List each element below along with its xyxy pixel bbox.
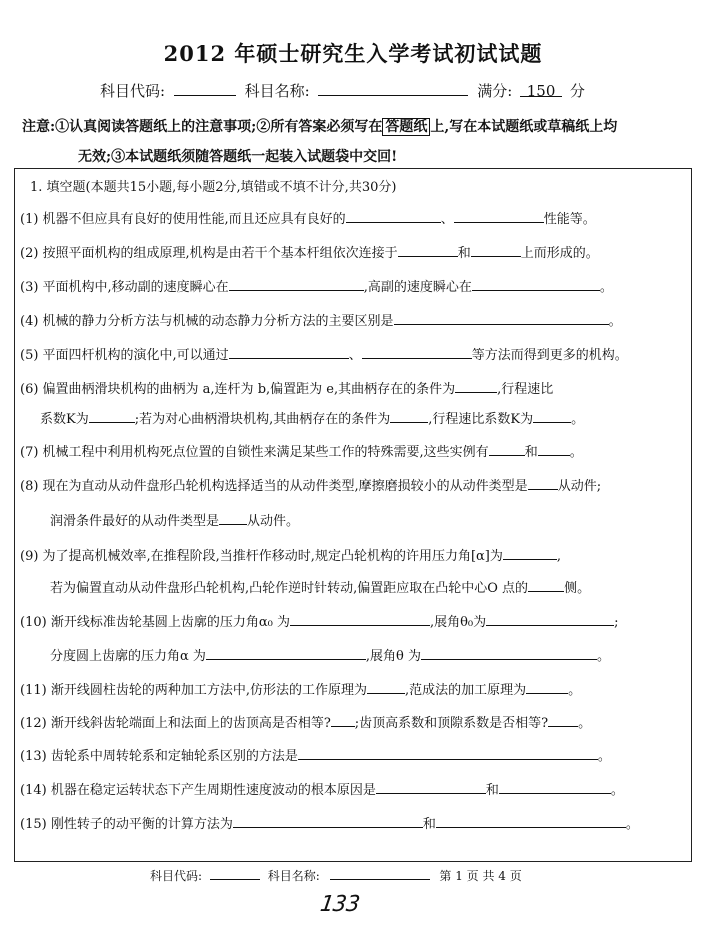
handwritten-page-number: 133 — [318, 892, 362, 917]
q5-text: (5) 平面四杆机构的演化中,可以通过 — [20, 348, 229, 363]
question-10-line-2 — [50, 647, 610, 666]
question-9-line-1 — [20, 547, 561, 566]
q3-mid: ,高副的速度瞬心在 — [363, 280, 472, 295]
question-2 — [20, 244, 599, 263]
q3-end: 。 — [599, 280, 613, 295]
question-6-line-2 — [40, 410, 584, 429]
q7-sep: 和 — [524, 445, 538, 460]
question-5 — [20, 346, 628, 365]
question-13 — [20, 747, 611, 766]
question-3 — [20, 278, 613, 297]
q9-text: (9) 为了提高机械效率,在推程阶段,当推杆作移动时,规定凸轮机构的许用压力角[α]为 — [20, 549, 503, 564]
q6-second: ;若为对心曲柄滑块机构,其曲柄存在的条件为 — [134, 412, 391, 427]
q12-mid: ;齿顶高系数和顶隙系数是否相等? — [354, 716, 549, 731]
q15-end: 。 — [625, 817, 639, 832]
full-score-value: 150 — [520, 82, 562, 97]
footer-name-blank — [330, 869, 430, 880]
question-10-line-1 — [20, 613, 619, 632]
subject-name-blank — [318, 81, 468, 96]
footer-code-blank — [210, 869, 260, 880]
notice-text-1b: 上,写在本试题纸或草稿纸上均 — [430, 119, 618, 135]
q11-end: 。 — [568, 683, 582, 698]
question-11 — [20, 681, 581, 700]
q6-mid: ,行程速比 — [497, 382, 554, 397]
q10-end: 。 — [597, 649, 611, 664]
q1-end: 性能等。 — [543, 212, 596, 227]
subject-name-label: 科目名称: — [244, 82, 310, 100]
q7-text: (7) 机械工程中利用机构死点位置的自锁性来满足某些工作的特殊需要,这些实例有 — [20, 445, 489, 460]
full-score-unit: 分 — [569, 82, 585, 100]
question-9-line-2 — [50, 579, 590, 598]
q8-end: 从动件。 — [247, 514, 300, 529]
q3-text: (3) 平面机构中,移动副的速度瞬心在 — [20, 280, 229, 295]
question-12 — [20, 714, 591, 733]
notice-line-1 — [22, 116, 617, 136]
subject-line — [100, 80, 585, 101]
q13-text: (13) 齿轮系中周转轮系和定轴轮系区别的方法是 — [20, 749, 298, 764]
subject-code-label: 科目代码: — [100, 82, 166, 100]
q1-text: (1) 机器不但应具有良好的使用性能,而且还应具有良好的 — [20, 212, 346, 227]
question-14 — [20, 781, 624, 800]
q9-end: 侧。 — [564, 581, 591, 596]
q6-k-label: 系数K为 — [40, 412, 89, 427]
q14-text: (14) 机器在稳定运转状态下产生周期性速度波动的根本原因是 — [20, 783, 376, 798]
notice-label: 注意: — [22, 119, 56, 135]
q8-mid: 从动件; — [557, 479, 602, 494]
q9-comma: , — [556, 549, 562, 564]
subject-code-blank — [174, 81, 236, 96]
q4-end: 。 — [608, 314, 622, 329]
footer-page-text: 第 1 页 共 4 页 — [439, 869, 522, 883]
q15-sep: 和 — [422, 817, 436, 832]
q11-text: (11) 渐开线圆柱齿轮的两种加工方法中,仿形法的工作原理为 — [20, 683, 367, 698]
q14-end: 。 — [610, 783, 624, 798]
q10-text: (10) 渐开线标准齿轮基圆上齿廓的压力角α₀ 为 — [20, 615, 290, 630]
q5-sep: 、 — [348, 348, 362, 363]
notice-text-1a: ①认真阅读答题纸上的注意事项;②所有答案必须写在 — [55, 119, 383, 135]
q2-text: (2) 按照平面机构的组成原理,机构是由若干个基本杆组依次连接于 — [20, 246, 398, 261]
question-4 — [20, 312, 622, 331]
q15-text: (15) 刚性转子的动平衡的计算方法为 — [20, 817, 233, 832]
q10-mid: ,展角θ₀为 — [429, 615, 487, 630]
q12-text: (12) 渐开线斜齿轮端面上和法面上的齿顶高是否相等? — [20, 716, 331, 731]
section-title: 1. 填空题(本题共15小题,每小题2分,填错或不填不计分,共30分) — [30, 180, 397, 195]
q2-sep: 和 — [457, 246, 471, 261]
question-6-line-1 — [20, 380, 553, 399]
q14-sep: 和 — [485, 783, 499, 798]
q1-sep: 、 — [440, 212, 454, 227]
q7-end: 。 — [569, 445, 583, 460]
q2-end: 上而形成的。 — [520, 246, 599, 261]
q4-text: (4) 机械的静力分析方法与机械的动态静力分析方法的主要区别是 — [20, 314, 394, 329]
answer-sheet-box: 答题纸 — [382, 118, 430, 136]
q11-mid: ,范成法的加工原理为 — [404, 683, 527, 698]
q10-semi: ; — [614, 615, 619, 630]
footer-code-label: 科目代码: — [150, 869, 203, 883]
q8-second: 润滑条件最好的从动件类型是 — [50, 514, 220, 529]
notice-line-2: 无效;③本试题纸须随答题纸一起装入试题袋中交回! — [78, 149, 398, 165]
question-7 — [20, 443, 583, 462]
q12-end: 。 — [578, 716, 592, 731]
footer-name-label: 科目名称: — [267, 869, 320, 883]
question-8-line-1 — [20, 477, 601, 496]
question-1 — [20, 210, 596, 229]
question-8-line-2 — [50, 512, 299, 531]
q10-mid2: ,展角θ 为 — [365, 649, 422, 664]
q6-end: 。 — [571, 412, 585, 427]
q8-text: (8) 现在为直动从动件盘形凸轮机构选择适当的从动件类型,摩擦磨损较小的从动件类型是 — [20, 479, 528, 494]
exam-title: 2012 年硕士研究生入学考试初试试题 — [163, 41, 543, 66]
page-footer — [150, 867, 522, 884]
question-15 — [20, 815, 639, 834]
q5-end: 等方法而得到更多的机构。 — [471, 348, 628, 363]
q9-second: 若为偏置直动从动件盘形凸轮机构,凸轮作逆时针转动,偏置距应取在凸轮中心O 点的 — [50, 581, 529, 596]
q13-end: 。 — [597, 749, 611, 764]
q6-text: (6) 偏置曲柄滑块机构的曲柄为 a,连杆为 b,偏置距为 e,其曲柄存在的条件为 — [20, 382, 456, 397]
q6-k2: ,行程速比系数K为 — [428, 412, 534, 427]
q10-second: 分度圆上齿廓的压力角α 为 — [50, 649, 206, 664]
full-score-label: 满分: — [477, 82, 513, 100]
